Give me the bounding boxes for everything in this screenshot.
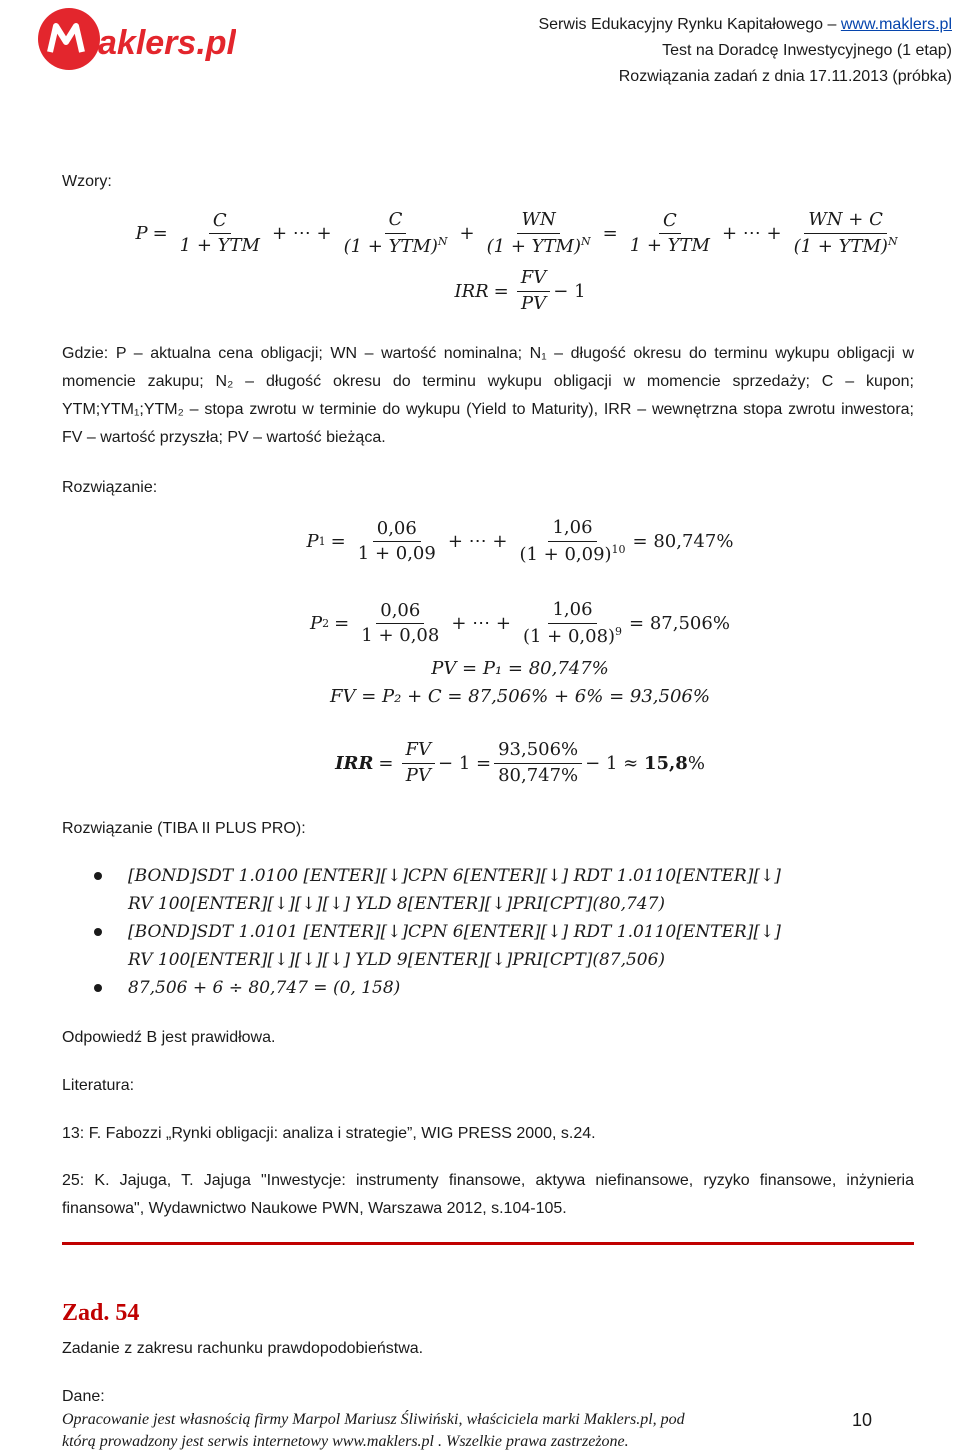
page-number: 10 <box>852 1410 873 1430</box>
footer-line-1: Opracowanie jest własnością firmy Marpol Mariusz Śliwiński, właściciela marki Maklers.pl, pod <box>62 1411 685 1428</box>
irr-formula: IRR = $\frac{FV}{PV}$ − 1 <box>454 267 586 314</box>
given-label: Dane: <box>62 1388 105 1405</box>
formulas-label: Wzory: <box>62 173 112 190</box>
header-date: Rozwiązania zadań z dnia 17.11.2013 (próbka) <box>618 68 952 85</box>
legend-paragraph: Gdzie: P – aktualna cena obligacji; WN – wartość nominalna; N₁ – długość okresu do terminu wykupu obligacji w momencie zakupu; N₂ – długość okresu do terminu wykupu obligacji w momencie sprzedaży; C – kupon; YTM;YTM₁;YTM₂ – stopa zwrotu w terminie do wykupu (Yield to Maturity), IRR – wewnętrzna stopa zwrotu inwestora; FV – wartość przyszła; PV – wartość bieżąca. <box>62 345 914 446</box>
calculator-solution-label: Rozwiązanie (TIBA II PLUS PRO): <box>62 820 306 837</box>
bullet-icon <box>94 928 102 936</box>
reference-item: 13: F. Fabozzi „Rynki obligacji: analiza i strategie”, WIG PRESS 2000, s.24. <box>62 1125 596 1142</box>
p1-equation: P 1 = $\frac{0,06}{1 + 0,09}$ + ⋯ + $\frac{1,06}{(1 + 0,09)^{10}}$ = 80,747% <box>306 517 734 565</box>
reference-item: 25: K. Jajuga, T. Jajuga "Inwestycje: instrumenty finansowe, aktywa niefinansowe, ryzyko finansowe, inżynieria finansowa", Wydawnictwo Naukowe PWN, Warszawa 2012, s.104-105. <box>62 1172 914 1217</box>
calculator-step-list <box>128 862 781 1002</box>
bond-price-formula: P = $\frac{C}{\text{1 + YTM}}$ + ⋯ + $\frac{C}{(1 + YTM)^N}$ + $\frac{WN}{(1 + YTM)^N}$ = $\frac{C}{\text{1 + YTM}}$ + ⋯ + $\frac{WN + C}{(1 + YTM)^N}$ <box>135 209 898 257</box>
section-divider <box>62 1242 914 1245</box>
fv-equation: FV = P₂ + C = 87,506% + 6% = 93,506% <box>330 686 710 707</box>
answer-text: Odpowiedź B jest prawidłowa. <box>62 1029 276 1046</box>
calculator-step: [BOND]SDT 1.0101 [ENTER][↓]CPN 6[ENTER][↓] RDT 1.0110[ENTER][↓] RV 100[ENTER][↓][↓][↓] YLD 9[ENTER][↓]PRI[CPT](87,506) <box>128 918 781 974</box>
calculator-step: 87,506 + 6 ÷ 80,747 = (0, 158) <box>128 974 781 1002</box>
bullet-icon <box>94 984 102 992</box>
solution-label: Rozwiązanie: <box>62 479 158 496</box>
task-description: Zadanie z zakresu rachunku prawdopodobieństwa. <box>62 1340 424 1357</box>
literature-label: Literatura: <box>62 1077 135 1094</box>
calculator-step: [BOND]SDT 1.0100 [ENTER][↓]CPN 6[ENTER][↓] RDT 1.0110[ENTER][↓] RV 100[ENTER][↓][↓][↓] YLD 8[ENTER][↓]PRI[CPT](80,747) <box>128 862 781 918</box>
task-title: Zad. 54 <box>62 1300 140 1326</box>
bullet-icon <box>94 872 102 880</box>
header-test-name: Test na Doradcę Inwestycyjnego (1 etap) <box>662 42 952 59</box>
p2-equation: P 2 = $\frac{0,06}{1 + 0,08}$ + ⋯ + $\frac{1,06}{(1 + 0,08)^9}$ = 87,506% <box>310 599 730 647</box>
maklers-logo <box>36 4 236 74</box>
footer-line-2: którą prowadzony jest serwis internetowy www.maklers.pl . Wszelkie prawa zastrzeżone. <box>62 1433 629 1450</box>
irr-result-equation: IRR = $\frac{FV}{PV}$ − 1 = $\frac{93,506\%}{80,747\%}$ − 1 ≈ 15,8 % <box>335 739 705 786</box>
pv-equation: PV = P₁ = 80,747% <box>431 658 609 679</box>
svg-text:aklers.pl: aklers.pl <box>98 24 236 62</box>
site-link[interactable]: www.maklers.pl <box>840 16 952 33</box>
header-site-line: Serwis Edukacyjny Rynku Kapitałowego – www.maklers.pl <box>538 16 952 33</box>
